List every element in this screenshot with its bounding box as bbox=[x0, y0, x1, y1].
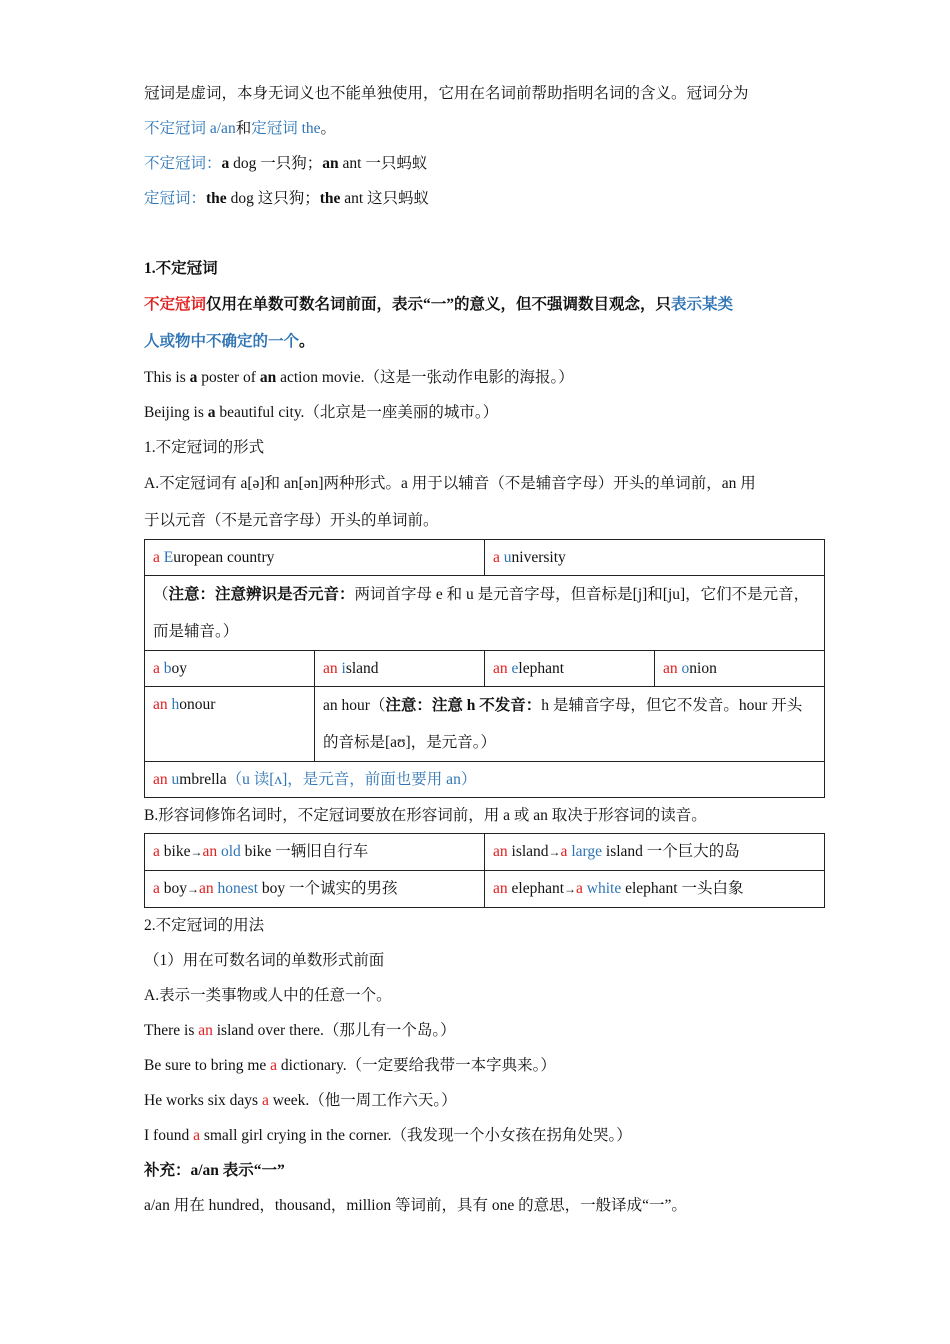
word-rest: onour bbox=[179, 696, 216, 713]
note-text: h 是辅音字母，但它不发音。hour 开头的音标是[aʊ]，是元音。） bbox=[323, 697, 803, 751]
sentence-part: action movie.（这是一张动作电影的海报。） bbox=[276, 369, 574, 386]
article: a bbox=[270, 1057, 278, 1074]
definition-line-1 bbox=[144, 286, 824, 323]
adjective: white bbox=[586, 880, 622, 897]
phrase-rest: bike 一辆旧自行车 bbox=[240, 843, 369, 860]
sentence-part: poster of bbox=[197, 369, 260, 386]
sentence-part: week.（他一周工作六天。） bbox=[268, 1092, 457, 1109]
table-cell bbox=[145, 540, 485, 576]
table-cell bbox=[485, 540, 825, 576]
article: an bbox=[493, 843, 508, 860]
article: a bbox=[153, 880, 160, 897]
word-rest: nion bbox=[689, 660, 717, 677]
definition-term: 不定冠词 bbox=[144, 296, 207, 313]
section-title: 1.不定冠词 bbox=[144, 260, 218, 277]
note-bold: 注意：注意辨识是否元音： bbox=[168, 586, 355, 603]
noun: boy bbox=[159, 880, 188, 897]
article: a bbox=[153, 843, 160, 860]
article-the: the bbox=[319, 190, 341, 207]
word-rest: uropean country bbox=[173, 549, 275, 566]
paragraph-line: B.形容词修饰名词时，不定冠词要放在形容词前，用 a 或 an 取决于形容词的读音。 bbox=[144, 807, 707, 824]
document-page bbox=[144, 76, 824, 1223]
article: a bbox=[493, 549, 500, 566]
table-cell bbox=[485, 651, 655, 687]
initial-letter: u bbox=[171, 771, 180, 788]
period: 。 bbox=[299, 333, 315, 350]
note-cell bbox=[145, 576, 825, 651]
sentence-part: dictionary.（一定要给我带一本字典来。） bbox=[277, 1057, 556, 1074]
article-a: a bbox=[221, 155, 230, 172]
and-text: 和 bbox=[235, 120, 252, 137]
table-cell bbox=[315, 651, 485, 687]
article: a bbox=[560, 843, 568, 860]
article-form-table bbox=[144, 539, 825, 798]
article: an bbox=[153, 696, 168, 713]
definition-text: 仅用在单数可数名词前面，表示“一”的意义，但不强调数目观念，只 bbox=[206, 296, 672, 313]
example-sentence bbox=[144, 1013, 824, 1048]
article-the: the bbox=[206, 190, 227, 207]
note-part: （ bbox=[153, 586, 169, 603]
note-cell bbox=[315, 687, 825, 762]
article-an: an bbox=[259, 369, 277, 386]
arrow-icon: → bbox=[190, 845, 203, 859]
phrase-rest: island 一个巨大的岛 bbox=[602, 843, 740, 860]
sentence-part: Be sure to bring me bbox=[144, 1057, 271, 1074]
note-part: an hour（ bbox=[323, 697, 386, 714]
definition-highlight: 人或物中不确定的一个 bbox=[144, 333, 300, 350]
table-cell bbox=[145, 834, 485, 871]
table-row bbox=[145, 762, 825, 798]
supplement-title: 补充：a/an 表示“一” bbox=[144, 1162, 285, 1179]
example-ant: ant 一只蚂蚁 bbox=[338, 155, 428, 172]
word-rest: sland bbox=[345, 660, 379, 677]
subsection-title: 1.不定冠词的形式 bbox=[144, 439, 265, 456]
table-row bbox=[145, 651, 825, 687]
note-text: （u 读[ʌ]，是元音，前面也要用 an） bbox=[226, 771, 477, 788]
article-an: an bbox=[322, 155, 339, 172]
table-cell bbox=[145, 871, 485, 908]
article: an bbox=[663, 660, 678, 677]
initial-letter: e bbox=[511, 660, 519, 677]
note-bold: 注意：注意 h 不发音： bbox=[385, 697, 542, 714]
definite-label: 定冠词： bbox=[144, 190, 207, 207]
article: a bbox=[193, 1127, 200, 1144]
example-sentence bbox=[144, 1083, 824, 1118]
table-row bbox=[145, 540, 825, 576]
initial-letter: i bbox=[341, 660, 346, 677]
sentence-part: He works six days bbox=[144, 1092, 262, 1109]
adjective-article-table bbox=[144, 833, 825, 908]
subsection-title: （1）用在可数名词的单数形式前面 bbox=[144, 952, 385, 969]
intro-line-1 bbox=[144, 76, 824, 111]
initial-letter: o bbox=[681, 660, 690, 677]
example-sentence bbox=[144, 360, 824, 395]
word-rest: oy bbox=[171, 660, 188, 677]
definition-line-2 bbox=[144, 323, 824, 360]
example-sentence bbox=[144, 1048, 824, 1083]
noun: island bbox=[507, 843, 549, 860]
phrase-rest: elephant 一头白象 bbox=[621, 880, 744, 897]
sentence-part: beautiful city.（北京是一座美丽的城市。） bbox=[215, 404, 499, 421]
article: an bbox=[493, 880, 508, 897]
adjective: honest bbox=[217, 880, 258, 897]
example-ant: ant 这只蚂蚁 bbox=[340, 190, 430, 207]
paragraph-line: A.表示一类事物或人中的任意一个。 bbox=[144, 987, 392, 1004]
sentence-part: Beijing is bbox=[144, 404, 208, 421]
article: an bbox=[153, 771, 168, 788]
table-row bbox=[145, 834, 825, 871]
indefinite-article-term: 不定冠词 a/an bbox=[144, 120, 236, 137]
initial-letter: u bbox=[503, 549, 512, 566]
article-a: a bbox=[189, 369, 198, 386]
subsection-title: 2.不定冠词的用法 bbox=[144, 917, 265, 934]
article: a bbox=[153, 549, 160, 566]
indefinite-label: 不定冠词： bbox=[144, 155, 222, 172]
table-cell bbox=[485, 871, 825, 908]
spacer bbox=[144, 216, 824, 251]
table-cell bbox=[145, 651, 315, 687]
article: an bbox=[493, 660, 508, 677]
adjective: large bbox=[571, 843, 603, 860]
table-cell bbox=[145, 762, 825, 798]
word-rest: lephant bbox=[518, 660, 565, 677]
arrow-icon: → bbox=[548, 845, 561, 859]
sentence-part: This is bbox=[144, 369, 190, 386]
article: an bbox=[199, 880, 214, 897]
adjective: old bbox=[220, 843, 241, 860]
arrow-icon: → bbox=[564, 882, 577, 896]
article-a: a bbox=[207, 404, 216, 421]
definite-example-line bbox=[144, 181, 824, 216]
article: an bbox=[202, 843, 218, 860]
arrow-icon: → bbox=[187, 882, 200, 896]
article: an bbox=[198, 1022, 213, 1039]
example-dog: dog 一只狗； bbox=[229, 155, 323, 172]
article: a bbox=[261, 1092, 269, 1109]
article: a bbox=[576, 880, 583, 897]
table-row bbox=[145, 871, 825, 908]
sentence-part: small girl crying in the corner.（我发现一个小女孩在拐角处哭。） bbox=[199, 1127, 632, 1144]
sentence-part: I found bbox=[144, 1127, 194, 1144]
noun: elephant bbox=[507, 880, 565, 897]
example-sentence bbox=[144, 1118, 824, 1153]
table-row bbox=[145, 576, 825, 651]
example-dog: dog 这只狗； bbox=[226, 190, 320, 207]
word-rest: mbrella bbox=[179, 771, 227, 788]
note-text: 两词首字母 e 和 u 是元音字母，但音标是[j]和[ju]，它们不是元音，而是辅音。） bbox=[153, 586, 810, 640]
initial-letter: b bbox=[163, 660, 172, 677]
example-sentence bbox=[144, 395, 824, 430]
word-rest: niversity bbox=[511, 549, 566, 566]
noun: bike bbox=[159, 843, 191, 860]
table-row bbox=[145, 687, 825, 762]
article: an bbox=[323, 660, 338, 677]
period: 。 bbox=[320, 120, 337, 137]
sentence-part: island over there.（那儿有一个岛。） bbox=[212, 1022, 456, 1039]
article: a bbox=[153, 660, 160, 677]
intro-line-2 bbox=[144, 111, 824, 146]
initial-letter: h bbox=[171, 696, 180, 713]
table-cell bbox=[145, 687, 315, 762]
phrase-rest: boy 一个诚实的男孩 bbox=[258, 880, 398, 897]
table-cell bbox=[485, 834, 825, 871]
definition-highlight: 表示某类 bbox=[671, 296, 734, 313]
indefinite-example-line bbox=[144, 146, 824, 181]
paragraph-line: a/an 用在 hundred，thousand，million 等词前，具有 one 的意思，一般译成“一”。 bbox=[144, 1197, 687, 1214]
sentence-part: There is bbox=[144, 1022, 199, 1039]
initial-letter: E bbox=[163, 549, 174, 566]
table-cell bbox=[655, 651, 825, 687]
paragraph-line: A.不定冠词有 a[ə]和 an[ən]两种形式。a 用于以辅音（不是辅音字母）开头的单词前，an 用 bbox=[144, 475, 756, 492]
paragraph-line: 于以元音（不是元音字母）开头的单词前。 bbox=[144, 512, 439, 529]
definite-article-term: 定冠词 the bbox=[251, 120, 321, 137]
intro-text: 冠词是虚词，本身无词义也不能单独使用，它用在名词前帮助指明名词的含义。冠词分为 bbox=[144, 85, 749, 102]
